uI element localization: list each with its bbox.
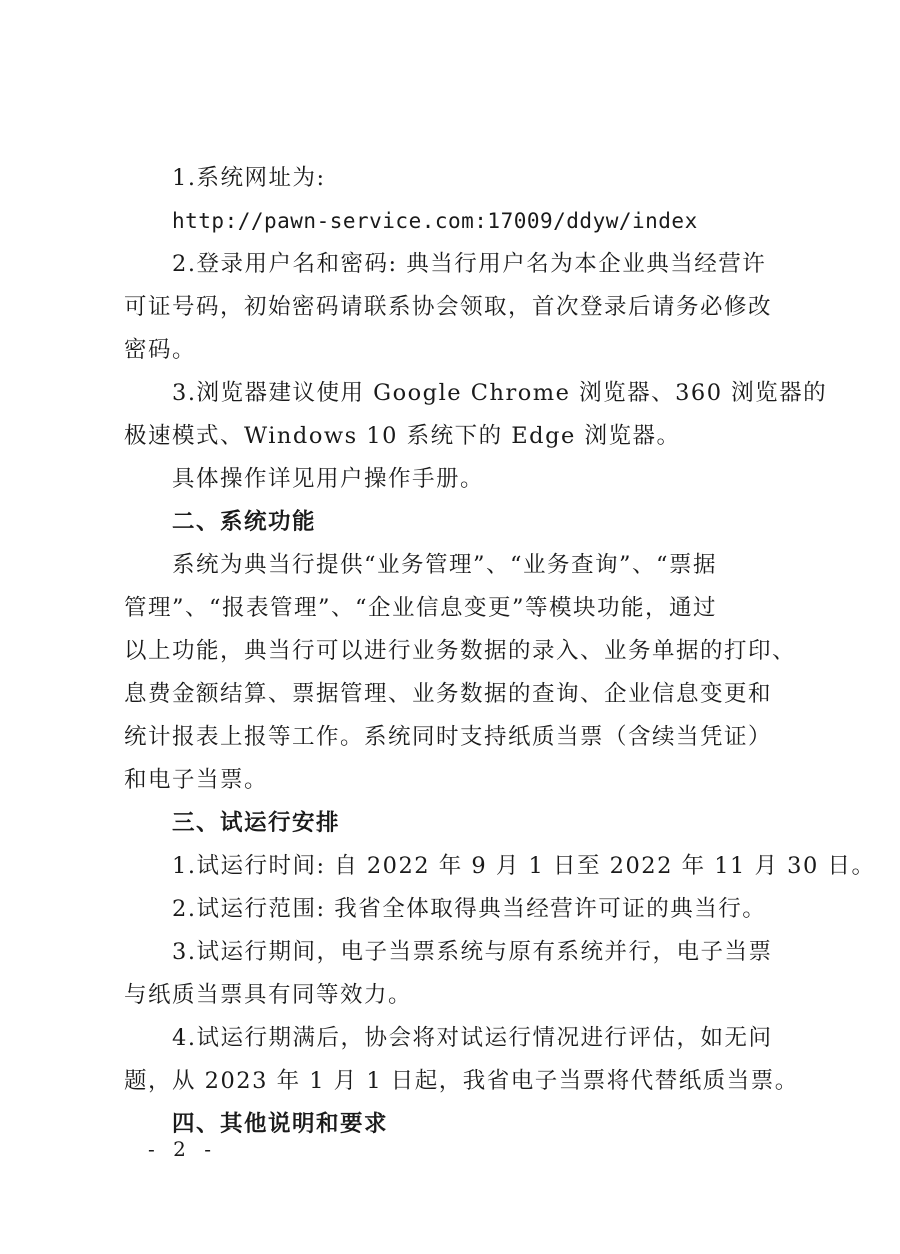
functions-paragraph-line-4: 息费金额结算、票据管理、业务数据的查询、企业信息变更和 <box>124 681 773 707</box>
functions-paragraph-line-1: 系统为典当行提供“业务管理”、“业务查询”、“票据 <box>172 552 718 578</box>
item-3-browser-line-1: 3.浏览器建议使用 Google Chrome 浏览器、360 浏览器的 <box>172 380 828 406</box>
section-heading-system-functions: 二、系统功能 <box>172 509 317 535</box>
trial-end-line-2: 题，从 2023 年 1 月 1 日起，我省电子当票将代替纸质当票。 <box>124 1068 799 1094</box>
functions-paragraph-line-2: 管理”、“报表管理”、“企业信息变更”等模块功能，通过 <box>124 595 718 621</box>
functions-paragraph-line-3: 以上功能，典当行可以进行业务数据的录入、业务单据的打印、 <box>124 638 797 664</box>
trial-period-line-2: 与纸质当票具有同等效力。 <box>124 982 413 1008</box>
item-2-login-line-1: 2.登录用户名和密码: 典当行用户名为本企业典当经营许 <box>172 251 767 277</box>
trial-time: 1.试运行时间: 自 2022 年 9 月 1 日至 2022 年 11 月 30 日。 <box>172 853 876 879</box>
item-3-browser-line-2: 极速模式、Windows 10 系统下的 Edge 浏览器。 <box>124 423 681 449</box>
functions-paragraph-line-6: 和电子当票。 <box>124 767 269 793</box>
functions-paragraph-line-5: 统计报表上报等工作。系统同时支持纸质当票（含续当凭证） <box>124 724 773 750</box>
item-2-login-line-3: 密码。 <box>124 337 197 363</box>
manual-reference: 具体操作详见用户操作手册。 <box>172 466 485 492</box>
page-number: - 2 - <box>148 1137 217 1161</box>
item-2-login-line-2: 可证号码，初始密码请联系协会领取，首次登录后请务必修改 <box>124 294 773 320</box>
section-heading-trial-arrangement: 三、试运行安排 <box>172 810 341 836</box>
trial-end-line-1: 4.试运行期满后，协会将对试运行情况进行评估，如无问 <box>172 1025 773 1051</box>
system-url: http://pawn-service.com:17009/ddyw/index <box>172 209 698 233</box>
trial-period-line-1: 3.试运行期间，电子当票系统与原有系统并行，电子当票 <box>172 939 773 965</box>
item-1-system-url-label: 1.系统网址为: <box>172 165 326 191</box>
trial-scope: 2.试运行范围: 我省全体取得典当经营许可证的典当行。 <box>172 896 767 922</box>
section-heading-other-notes: 四、其他说明和要求 <box>172 1111 389 1137</box>
